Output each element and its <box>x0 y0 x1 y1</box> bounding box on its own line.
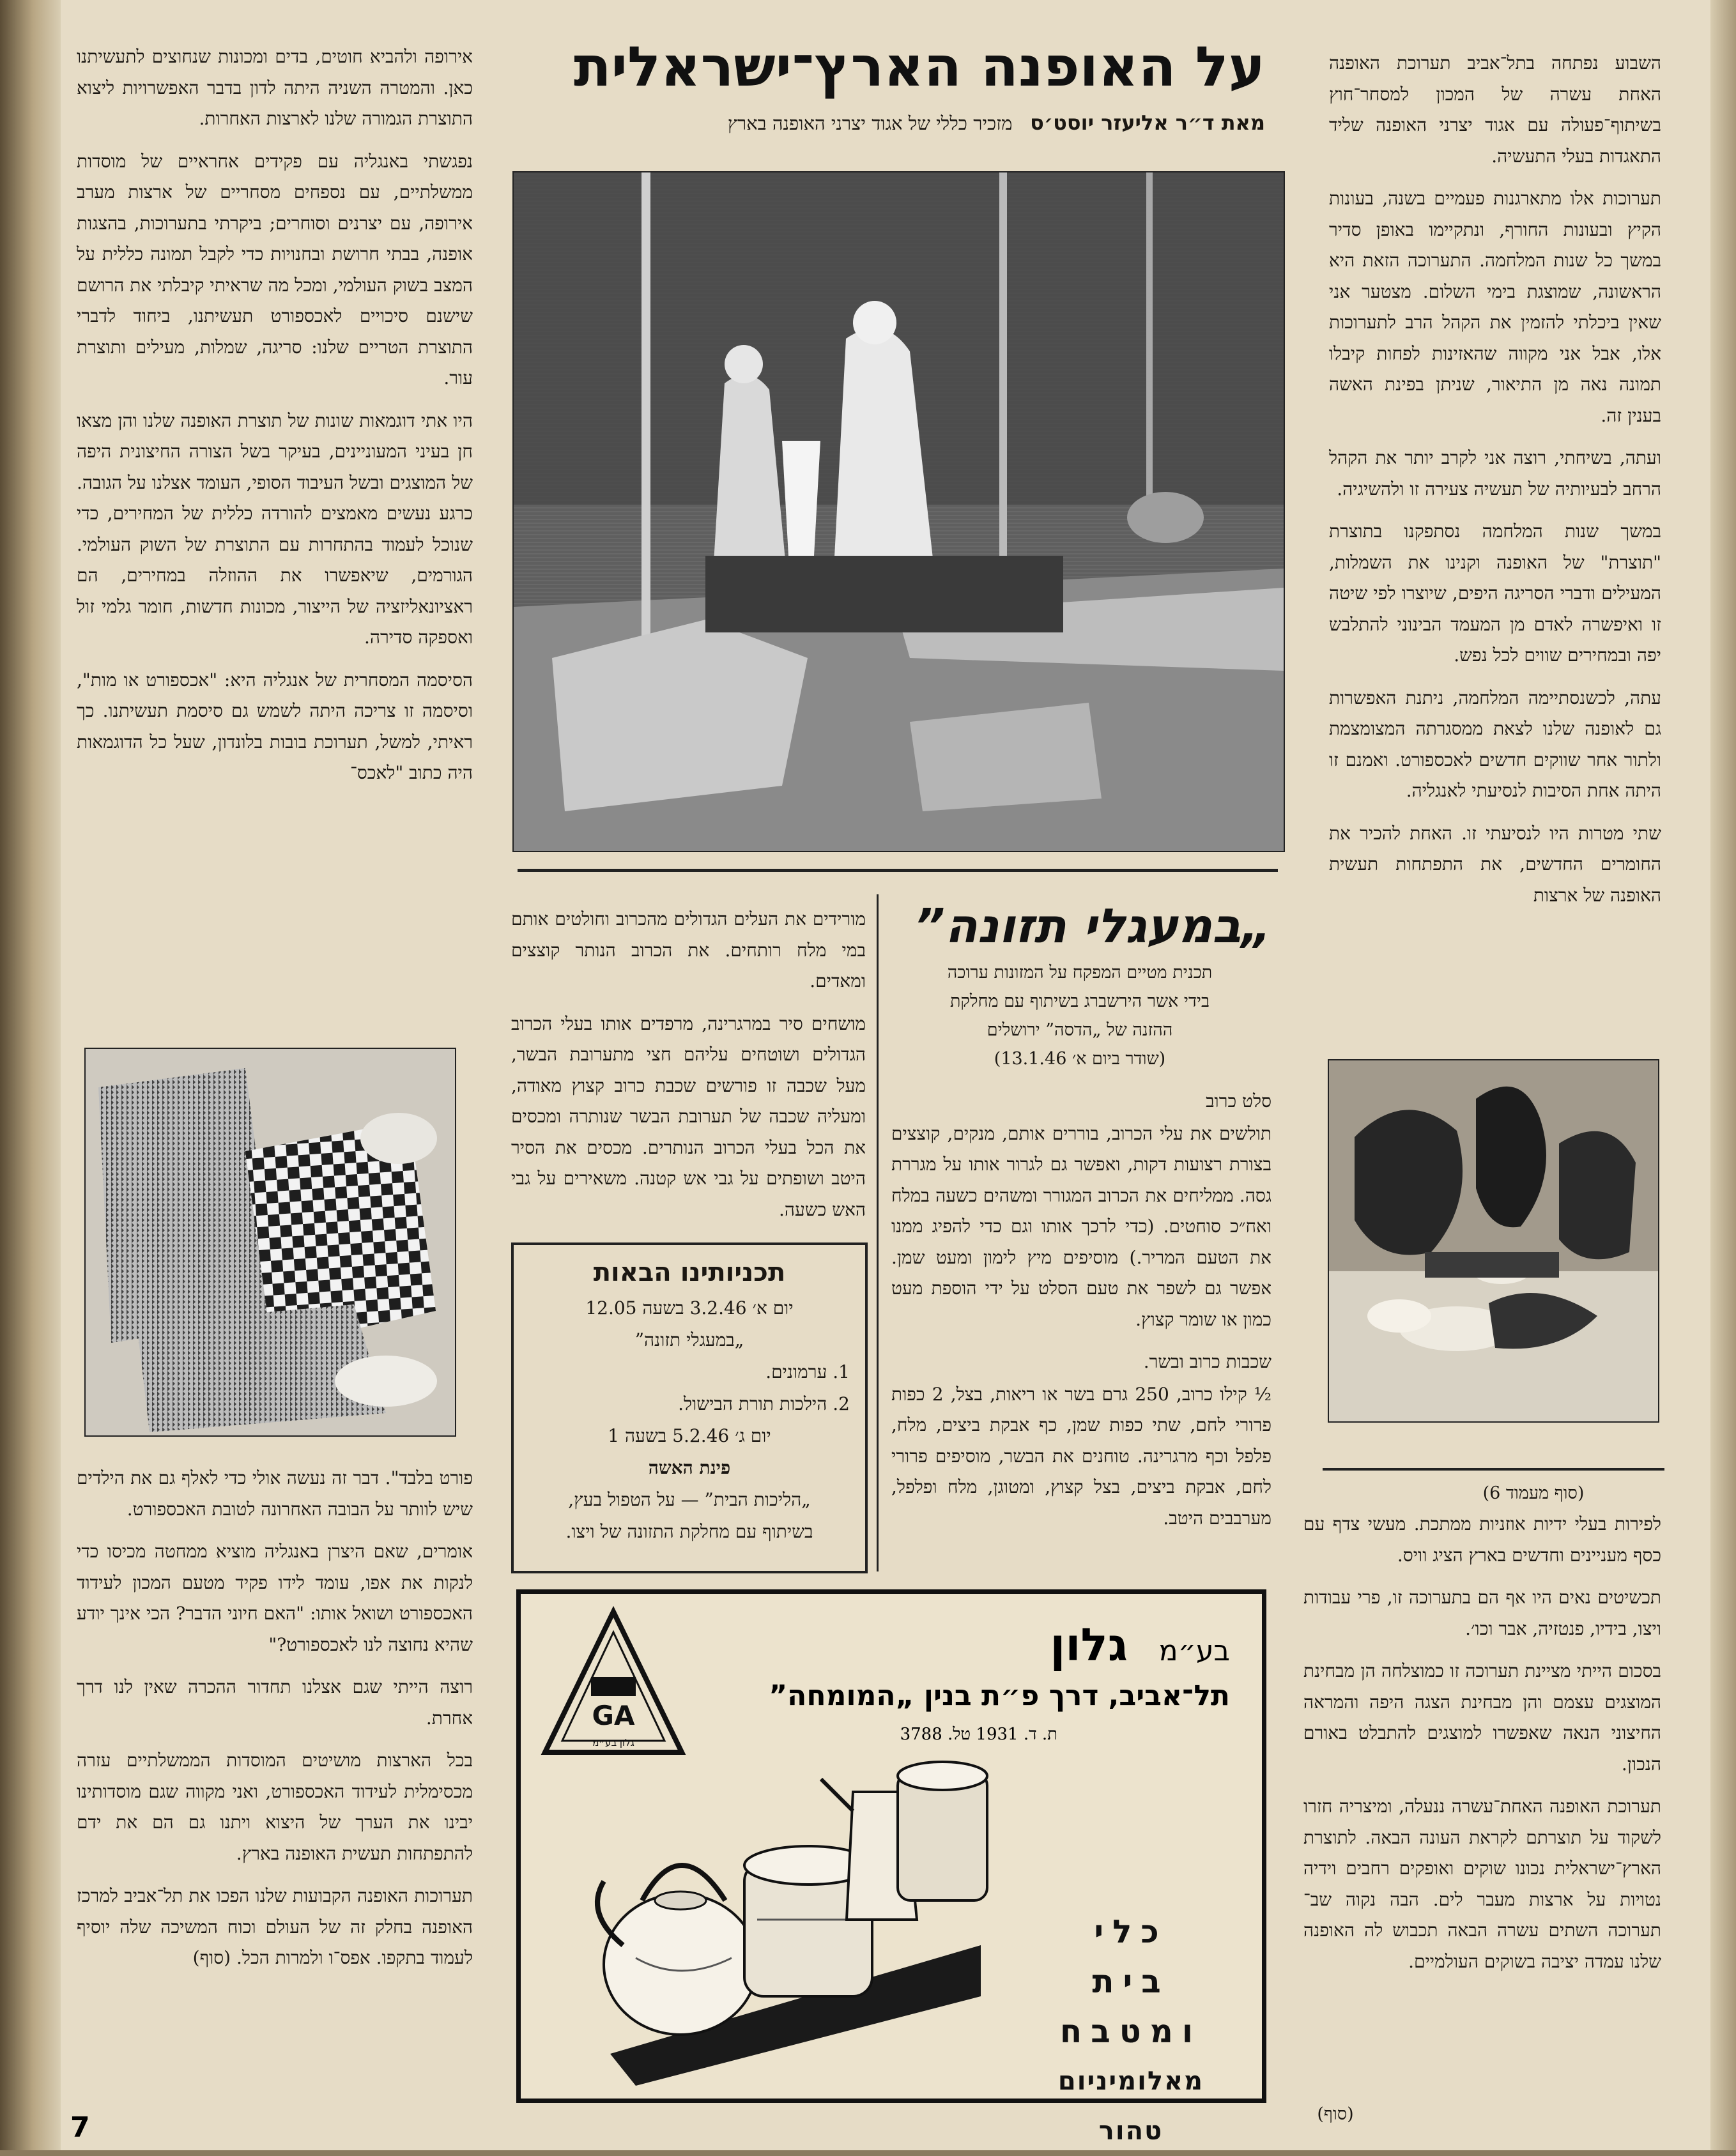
article-title: על האופנה הארץ־ישראלית <box>573 35 1265 99</box>
byline-author: מאת ד״ר אליעזר יוסט׳ס <box>1030 111 1265 135</box>
paragraph: נפגשתי באנגליה עם פקידים אחראיים של מוסדות ממשלתיים, עם נספחים מסחריים של ארצות מערב אירופה, עם יצרנים וסוחרים; ביקרתי בתערוכות, בהצגות אופנה, בבתי חרושת ובחנויות כדי לקבל תמונה כללית על המצב בשוק העולמי, ומכל מה שראיתי קיבלתי את הרושם שישנם סיכויים לאכספורט תעשיתנו, ביחוד לדברי התוצרת הטריים שלנו: סריגה, שמלות, מעילים ותוצרת עור. <box>77 150 473 388</box>
paragraph: בסכום הייתי מציינת תערוכה זו כמוצלחה הן מבחינת המוצגים עצמם והן מבחינת הצגה היפה והמראה החיצוני הנאה שאפשרו למוצגים להתבלט באורם הנכון. <box>1303 1660 1661 1775</box>
article-column-right <box>1329 48 1661 1051</box>
paragraph: אומרים, שאם היצרן באנגליה מוציא ממחטה מכיסו כדי לנקות את אפו, עומד לידו פקיד מטעם המכון לעידוד האכספורט ושואל אותו: "האם חיוני הדבר? הכי אינך יודע שהיא נחוצה לנו לאכספורט?" <box>77 1541 473 1655</box>
column-rule <box>1323 1468 1664 1471</box>
ad-brand-suffix: בע״מ <box>1158 1635 1230 1667</box>
paragraph: במשך שנות המלחמה נסתפקנו בתוצרת "תוצרת" של האופנה וקנינו את השמלות, המעילים ודברי הסריגה היפים, שיוצרו לפי שיטה זו ואיפשרה לאדם מן המעמד הבינוני להתלבש יפה ובמחירים שווים לכל נפש. <box>1329 521 1661 666</box>
schedule-box <box>511 1242 868 1573</box>
schedule-line: „הליכות הבית” — על הטפול בעץ, <box>568 1489 811 1510</box>
paragraph: בכל הארצות מושיטים המוסדות הממשלתיים עזרה מכסימלית לעידוד האכספורט, ואני מקווה שגם מוסדותינו יבינו את הערך של היצוא ויתנו גם הם את ידם להתפתחות תעשית האופנה בארץ. <box>77 1750 473 1864</box>
schedule-line: יום ג׳ 5.2.46 בשעה 1 <box>608 1425 771 1446</box>
recipe-subtitle: שכבות כרוב ובשר. <box>1143 1351 1271 1372</box>
recipe-intro-line: בידי אשר הירשברג בשיתוף עם מחלקת <box>949 991 1210 1011</box>
end-mark: (סוף) <box>1317 2104 1354 2124</box>
article-column-left-bottom <box>77 1463 473 2108</box>
page-number: 7 <box>70 2111 90 2144</box>
paragraph: פורט בלבד". דבר זה נעשה אולי כדי לאלף גם את הילדים שיש לוותר על הבובה האחרונה לטובת האכספורט. <box>77 1467 473 1520</box>
paragraph: לפירות בעלי ידיות אוזניות ממתכת. מעשי צדף עם כסף מעניינים וחדשים בארץ הציג וויס. <box>1303 1513 1661 1566</box>
schedule-item: 2. הילכות תורת הבישול. <box>678 1393 850 1414</box>
continued-note: (סוף מעמוד 6) <box>1482 1483 1585 1503</box>
exhibition-photo-art <box>514 172 1284 851</box>
photo-clothing-samples <box>84 1048 456 1437</box>
schedule-item: 1. ערמונים. <box>765 1361 850 1382</box>
schedule-line: „במעגלי תזונה” <box>634 1329 744 1350</box>
photo-tableware-display <box>1328 1059 1659 1423</box>
paragraph: עתה, לכשנסתיימה המלחמה, ניתנת האפשרות גם לאופנה שלנו לצאת ממסגרתה המצומצמת ולתור אחר שווקים חדשים לאכספורט. ואמנם זו היתה אחת הסיבות לנסיעתי לאנגליה. <box>1329 687 1661 801</box>
recipe-title: „במעגלי תזונה” <box>914 899 1271 954</box>
paragraph: אירופה ולהביא חוטים, בדים ומכונות שנחוצים לתעשיתנו כאן. והמטרה השניה היתה לדון בדבר האפשרויות ליצוא התוצרת הגמורה שלנו לארצות האחרות. <box>77 46 473 129</box>
schedule-line: יום א׳ 3.2.46 בשעה 12.05 <box>585 1297 794 1319</box>
paragraph: שתי מטרות היו לנסיעתי זו. האחת להכיר את החומרים החדשים, את התפתחות תעשית האופנה של ארצות <box>1329 822 1661 906</box>
page-edge <box>1710 0 1736 2150</box>
ad-cookware-illustration <box>597 1754 994 2086</box>
recipe-paragraph: ½ קילו כרוב, 250 גרם בשר או ריאות, בצל, 2 כפות פרורי לחם, שתי כפות שמן, כף אבקת ביצים, מלח, פלפל וכף מרגרינה. טוחנים את הבשר, מוסיפים פרורי לחם, אבקת ביצים, בצל קצוץ, ומטוגן, מלח ופלפל, מערבבים היטב. <box>891 1383 1271 1529</box>
column-divider <box>877 894 879 1571</box>
recipe-intro-line: תכנית מטיים המפקח על המזונות ערוכה <box>947 963 1213 982</box>
paragraph: הסיסמה המסחרית של אנגליה היא: "אכספורט או מות", וסיסמה זו צריכה היתה לשמש גם סיסמת תעשיתנו. כך ראיתי, למשל, תערוכת בובות בלונדון, שעל כל הדוגמאות היה כתוב "לאכס־ <box>77 669 473 783</box>
byline-role: מזכיר כללי של אגוד יצרני האופנה בארץ <box>727 112 1013 134</box>
ad-product-line: ומטבח <box>1059 2013 1202 2050</box>
ad-brand <box>1050 1619 1230 1677</box>
ad-brand-name: גלון <box>1050 1619 1128 1671</box>
tableware-photo-art <box>1329 1060 1658 1421</box>
ad-product-line: כלי <box>1094 1913 1168 1950</box>
ad-product-line: בית <box>1092 1963 1170 2000</box>
article-column-left-top <box>77 42 473 1025</box>
paragraph: היו אתי דוגמאות שונות של תוצרת האופנה שלנו והן מצאו חן בעיני המעוניינים, בעיקר בשל הצורה החיצונית היפה של המוצגים ובשל העיבוד הסופי, העומד אצלנו על הגובה. כרגע נעשים מאמצים להורדה כללית של המחירים, כדי שנוכל לעמוד בהתחרות עם התוצרת של השוק העולמי. הגורמים, שיאפשרו את ההוזלה במחירים, הם ראציונאליזציה של הייצור, מכונות חדשות, חומר גלמי זול ואספקה סדירה. <box>77 409 473 648</box>
schedule-line: פינת האשה <box>648 1457 731 1478</box>
ad-logo-triangle <box>540 1607 687 1760</box>
ad-address: תל־אביב, דרך פ״ת בנין „המומחה” <box>769 1679 1230 1712</box>
ad-product-text <box>1025 1907 1236 2156</box>
recipe-intro-line: (שודר ביום א׳ 13.1.46) <box>994 1049 1166 1069</box>
advertisement-galon <box>516 1589 1266 2146</box>
paragraph: תערוכות אלו מתארגנות פעמיים בשנה, בעונות הקיץ ובעונות החורף, ונתקיימו באופן סדיר במשך כל שנות המלחמה. התערוכה הזאת היא הראשונה, שמוצגת בימי השלום. מצטער אני שאין ביכלתי להזמין את הקהל הרב לתערוכות אלו, אבל אני מקווה שהאזינות לפחות קיבלו תמונה נאה מן התיאור, שניתן בפינת האשה בענין זה. <box>1329 188 1661 426</box>
article-byline <box>511 103 1265 142</box>
recipe-intro-line: ההזנה של „הדסה” ירושלים <box>987 1020 1173 1040</box>
recipe-column-right <box>891 1086 1271 1578</box>
ad-logo-sub: גלון בע״מ <box>592 1737 634 1748</box>
recipe-column-left <box>511 904 866 1236</box>
ad-logo-text: GA <box>592 1700 635 1731</box>
clothing-photo-art <box>86 1049 455 1435</box>
schedule-line: בשיתוף עם מחלקת התזונה של ויצו. <box>565 1521 813 1542</box>
binding-shadow <box>0 0 61 2150</box>
paragraph: רוצה הייתי שגם אצלנו תחדור ההכרה שאין לנו דרך אחרת. <box>77 1676 473 1729</box>
paragraph: תכשיטים נאים היו אף הם בתערוכה זו, פרי עבודות ויצו, בידיו, פנטזיה, אבר וכו׳. <box>1303 1587 1661 1639</box>
recipe-subtitle: סלט כרוב <box>1206 1090 1271 1112</box>
recipe-paragraph: תולשים את עלי הכרוב, בוררים אותם, מנקים, קוצצים בצורת רצועות דקות, ואפשר גם לגרור אותו על מגררת גסה. ממליחים את הכרוב המגורר ומשהים כשעה במלח ואח״כ סוחטים. (כדי לרכך אותו וגם כדי להפיג ממנו את הטעם המריר.) מוסיפים מיץ לימון ומעט שמן. אפשר גם לשפר את טעם הסלט על ידי הוספת מעט כמון או שומר קצוץ. <box>891 1122 1271 1330</box>
recipe-paragraph: מורידים את העלים הגדולים מהכרוב וחולטים אותם במי מלח רותחים. את הכרוב הנותר קוצצים ומאדים. <box>511 908 866 991</box>
ad-product-line: מאלומיניום טהור <box>1057 2067 1204 2146</box>
ad-contact: ת. ד. 1931 טל. 3788 <box>900 1725 1057 1744</box>
paragraph: תערוכת האופנה האחת־עשרה ננעלה, ומיצריה חזרו לשקוד על תוצרתם לקראת העונה הבאה. לתוצרת הארץ־ישראלית נכונו שוקים ואופקים רחבים וידיה נטויות על ארצות מעבר לים. הבה נקוה שב־ תערוכה השתים עשרה הבאה תכבוש לה האופנה שלנו עמדה יציבה בשוקים העולמיים. <box>1303 1796 1661 1972</box>
paragraph: ועתה, בשיחתי, רוצה אני לקרב יותר את הקהל הרחב לבעיותיה של תעשיה צעירה זו ולהשיגיה. <box>1329 447 1661 500</box>
paragraph: השבוע נפתחה בתל־אביב תערוכת האופנה האחת עשרה של המכון למסחר־חוץ בשיתוף־פעולה עם אגוד יצרני האופנה שליד התאגדות בעלי התעשיה. <box>1329 52 1661 167</box>
recipe-intro <box>888 958 1271 1086</box>
recipe-paragraph: מושחים סיר במרגרינה, מרפדים אותו בעלי הכרוב הגדולים ושוטחים עליהם חצי מתערובת הבשר, מעל שכבה זו פורשים שכבת כרוב קצוץ מאודה, ומעליה שכבה של תערובת הבשר שנותרה ומכסים את הכל בעלי הכרוב הנותרים. מכסים את הסיר היטב ושופתים על גבי אש קטנה. משאירים על גבי האש כשעה. <box>511 1013 866 1220</box>
paragraph: תערוכות האופנה הקבועות שלנו הפכו את תל־אביב למרכז האופנה בחלק זה של העולם וכוח המשיכה שלה יוסיף לעמוד בתקפו. אפס־ו ולמרות הכל. (סוף) <box>77 1885 473 1968</box>
article-column-right-lower <box>1303 1509 1661 2097</box>
section-rule <box>518 869 1278 872</box>
schedule-title: תכניותינו הבאות <box>593 1258 786 1287</box>
photo-fashion-exhibition <box>512 171 1285 852</box>
